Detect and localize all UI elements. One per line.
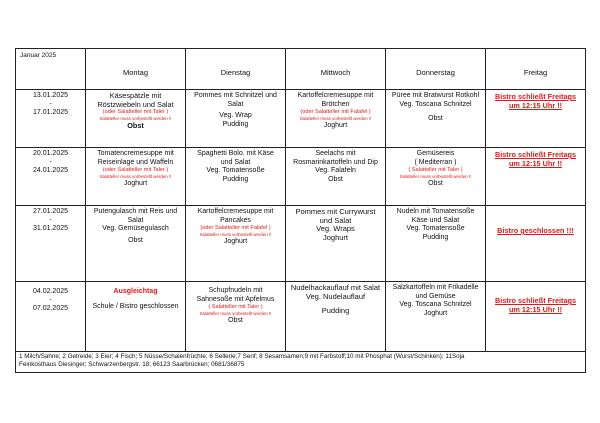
preorder-note: Salatteller muss vorbestellt werden !! <box>399 174 472 180</box>
dish-line: Gemüsereis <box>416 150 455 157</box>
dish-line: Brötchen <box>321 100 350 108</box>
menu-cell-friday <box>486 148 586 206</box>
week-dates <box>16 148 86 206</box>
dish-line: Salat <box>227 100 244 108</box>
menu-cell-friday <box>486 90 586 148</box>
menu-cell-thursday <box>386 206 486 282</box>
date-separator: - <box>49 296 52 304</box>
dish-line: Kartoffelcremesuppe mit <box>297 92 374 99</box>
salad-option: (oder Salatteller mit Taler ) <box>102 167 169 174</box>
menu-cell-wednesday <box>286 282 386 352</box>
date-from: 27.01.2025 <box>32 208 69 215</box>
menu-cell-wednesday <box>286 148 386 206</box>
day-header-wednesday: Mittwoch <box>286 49 386 90</box>
day-header-tuesday: Dienstag <box>186 49 286 90</box>
menu-cell-thursday <box>386 282 486 352</box>
bistro-notice: Bistro schließt Freitags <box>494 150 577 159</box>
day-header-thursday: Donnerstag <box>386 49 486 90</box>
holiday-label: Ausgleichtag <box>113 288 158 295</box>
dessert-line: Joghurt <box>223 238 248 246</box>
dessert-line: Pudding <box>422 233 449 241</box>
dessert-line: Obst <box>128 236 143 244</box>
dish-line: ( Mediterran ) <box>414 158 457 166</box>
menu-cell-wednesday <box>286 90 386 148</box>
date-to: 07.02.2025 <box>32 305 69 313</box>
date-from: 13.01.2025 <box>32 92 69 99</box>
veg-option: Veg. Falafeln <box>315 167 356 175</box>
date-separator: - <box>49 216 52 224</box>
menu-cell-thursday <box>386 90 486 148</box>
salad-option: ( Salatteller mit Taler ) <box>408 167 463 174</box>
menu-cell-monday <box>86 282 186 352</box>
dessert-line: Obst <box>228 317 243 325</box>
bistro-notice: um 12:15 Uhr !! <box>508 305 563 314</box>
preorder-note: Salatteller muss vorbestellt werden !! <box>199 311 272 317</box>
salad-option: ( Salatteller mit Taler ) <box>208 304 263 311</box>
veg-option: Veg. Nudelauflauf <box>305 291 366 301</box>
preorder-note: Salatteller muss vorbestellt werden !! <box>299 116 372 122</box>
dessert-line: Joghurt <box>123 180 148 188</box>
bistro-notice: Bistro geschlossen !!! <box>497 226 574 235</box>
preorder-note: Salatteller muss vorbestellt werden !! <box>199 232 272 238</box>
menu-plan-table <box>15 48 586 373</box>
dish-line: Rosmarinkartoffeln und Dip <box>293 158 378 166</box>
veg-option: Veg. Tomatensoße <box>206 167 265 175</box>
bistro-notice: Bistro schließt Freitags <box>494 296 577 305</box>
dish-line: und Salat <box>319 215 352 225</box>
week-dates <box>16 90 86 148</box>
date-from: 20.01.2025 <box>32 150 69 157</box>
menu-cell-thursday <box>386 148 486 206</box>
dessert-line: Obst <box>328 175 343 183</box>
dessert-line: Pudding <box>222 175 249 183</box>
dish-line: Schupfnudeln mit <box>208 287 263 294</box>
dessert-line: Obst <box>428 180 443 188</box>
date-separator: - <box>49 158 52 166</box>
supplier-address: Feinkosthaus Diesinger; Schwarzenbergstr. 18; 66123 Saarbrücken; 0681/36875 <box>19 361 245 368</box>
dish-line: Spaghetti Bolo. mit Käse <box>197 150 274 157</box>
veg-option: Veg. Wraps <box>316 224 355 234</box>
dessert-line: Pudding <box>222 120 249 128</box>
dish-line: Putengulasch mit Reis und <box>93 208 178 215</box>
dish-line: Sahnesoße mit Apfelmus <box>196 295 275 303</box>
dessert-line: Joghurt <box>322 232 349 242</box>
closure-note: Schule / Bistro geschlossen <box>92 302 179 310</box>
dish-line: Käsespätzle mit <box>109 91 162 100</box>
veg-option: Veg. Toscana Schnitzel <box>399 100 472 108</box>
dish-line: Röstzwiebeln und Salat <box>97 99 174 109</box>
preorder-note: Salatteller muss vorbestellt werden !! <box>99 174 172 180</box>
dish-line: Salat <box>127 216 144 224</box>
date-separator: - <box>49 100 52 108</box>
dish-line: Tomatencremesuppe mit <box>97 150 174 157</box>
menu-cell-wednesday <box>286 206 386 282</box>
date-from: 04.02.2025 <box>32 288 69 295</box>
footer-row <box>16 352 586 373</box>
menu-cell-monday <box>86 148 186 206</box>
header-row <box>16 49 586 90</box>
menu-cell-friday <box>486 206 586 282</box>
week-dates <box>16 206 86 282</box>
salad-option: (oder Salatteller mit Taler ) <box>102 109 169 116</box>
dish-line: Pancakes <box>220 216 251 224</box>
menu-cell-monday <box>86 90 186 148</box>
dessert-line: Obst <box>428 115 443 123</box>
veg-option: Veg. Wrap <box>219 112 252 120</box>
dish-line: Püree mit Bratwurst Rotkohl <box>391 92 480 99</box>
week-row <box>16 148 586 206</box>
dish-line: und Gemüse <box>415 292 456 300</box>
dish-line: Kartoffelcremesuppe mit <box>197 208 274 215</box>
day-header-friday: Freitag <box>486 49 586 90</box>
dessert-line: Pudding <box>321 306 350 316</box>
bistro-notice: um 12:15 Uhr !! <box>508 159 563 168</box>
date-to: 24.01.2025 <box>32 167 69 175</box>
week-row <box>16 282 586 352</box>
dessert-line: Joghurt <box>423 309 448 317</box>
day-header-monday: Montag <box>86 49 186 90</box>
week-row <box>16 90 586 148</box>
menu-cell-tuesday <box>186 282 286 352</box>
date-to: 31.01.2025 <box>32 225 69 233</box>
dish-line: Pommes mit Currywurst <box>295 207 376 216</box>
dish-line: Seelachs mit <box>315 150 356 157</box>
menu-cell-monday <box>86 206 186 282</box>
preorder-note: Salatteller muss vorbestellt werden !! <box>99 116 172 122</box>
menu-cell-tuesday <box>186 148 286 206</box>
dessert-line: Obst <box>127 121 144 131</box>
dish-line: Käse und Salat <box>411 216 460 224</box>
dish-line: Salzkartoffeln mit Frikadelle <box>392 284 479 291</box>
date-to: 17.01.2025 <box>32 109 69 117</box>
allergen-legend: 1 Milch/Sahne; 2 Getreide; 3 Eier; 4 Fisch; 5 Nüsse/Schalenfrüchte; 6 Sellerie;7 Senf; 8 Sesamsamen;9 mit Farbstoff;10 mit Phosphat (Wurst/Schinken); 11Soja <box>19 353 465 360</box>
salad-option: (oder Salatteller mit Falafel ) <box>300 109 371 116</box>
dish-line: Nudelhackauflauf mit Salat <box>290 283 381 292</box>
veg-option: Veg. Toscana Schnitzel <box>399 301 472 309</box>
month-label: Januar 2025 <box>16 49 86 90</box>
veg-option: Veg. Gemüsegulasch <box>102 225 169 233</box>
salad-option: (oder Salatteller mit Falafel ) <box>200 225 271 232</box>
menu-cell-tuesday <box>186 206 286 282</box>
bistro-notice: um 12:15 Uhr !! <box>508 101 563 110</box>
dessert-line: Joghurt <box>323 122 348 130</box>
veg-option: Veg. Tomatensoße <box>406 225 465 233</box>
dish-line: Reiseinlage und Waffeln <box>97 158 174 166</box>
menu-cell-tuesday <box>186 90 286 148</box>
dish-line: Pommes mit Schnitzel und <box>194 92 277 99</box>
bistro-notice: Bistro schließt Freitags <box>494 92 577 101</box>
allergen-footer <box>16 352 586 373</box>
dish-line: Nudeln mit Tomatensoße <box>396 208 475 215</box>
menu-cell-friday <box>486 282 586 352</box>
week-row <box>16 206 586 282</box>
week-dates <box>16 282 86 352</box>
dish-line: und Salat <box>220 158 251 166</box>
